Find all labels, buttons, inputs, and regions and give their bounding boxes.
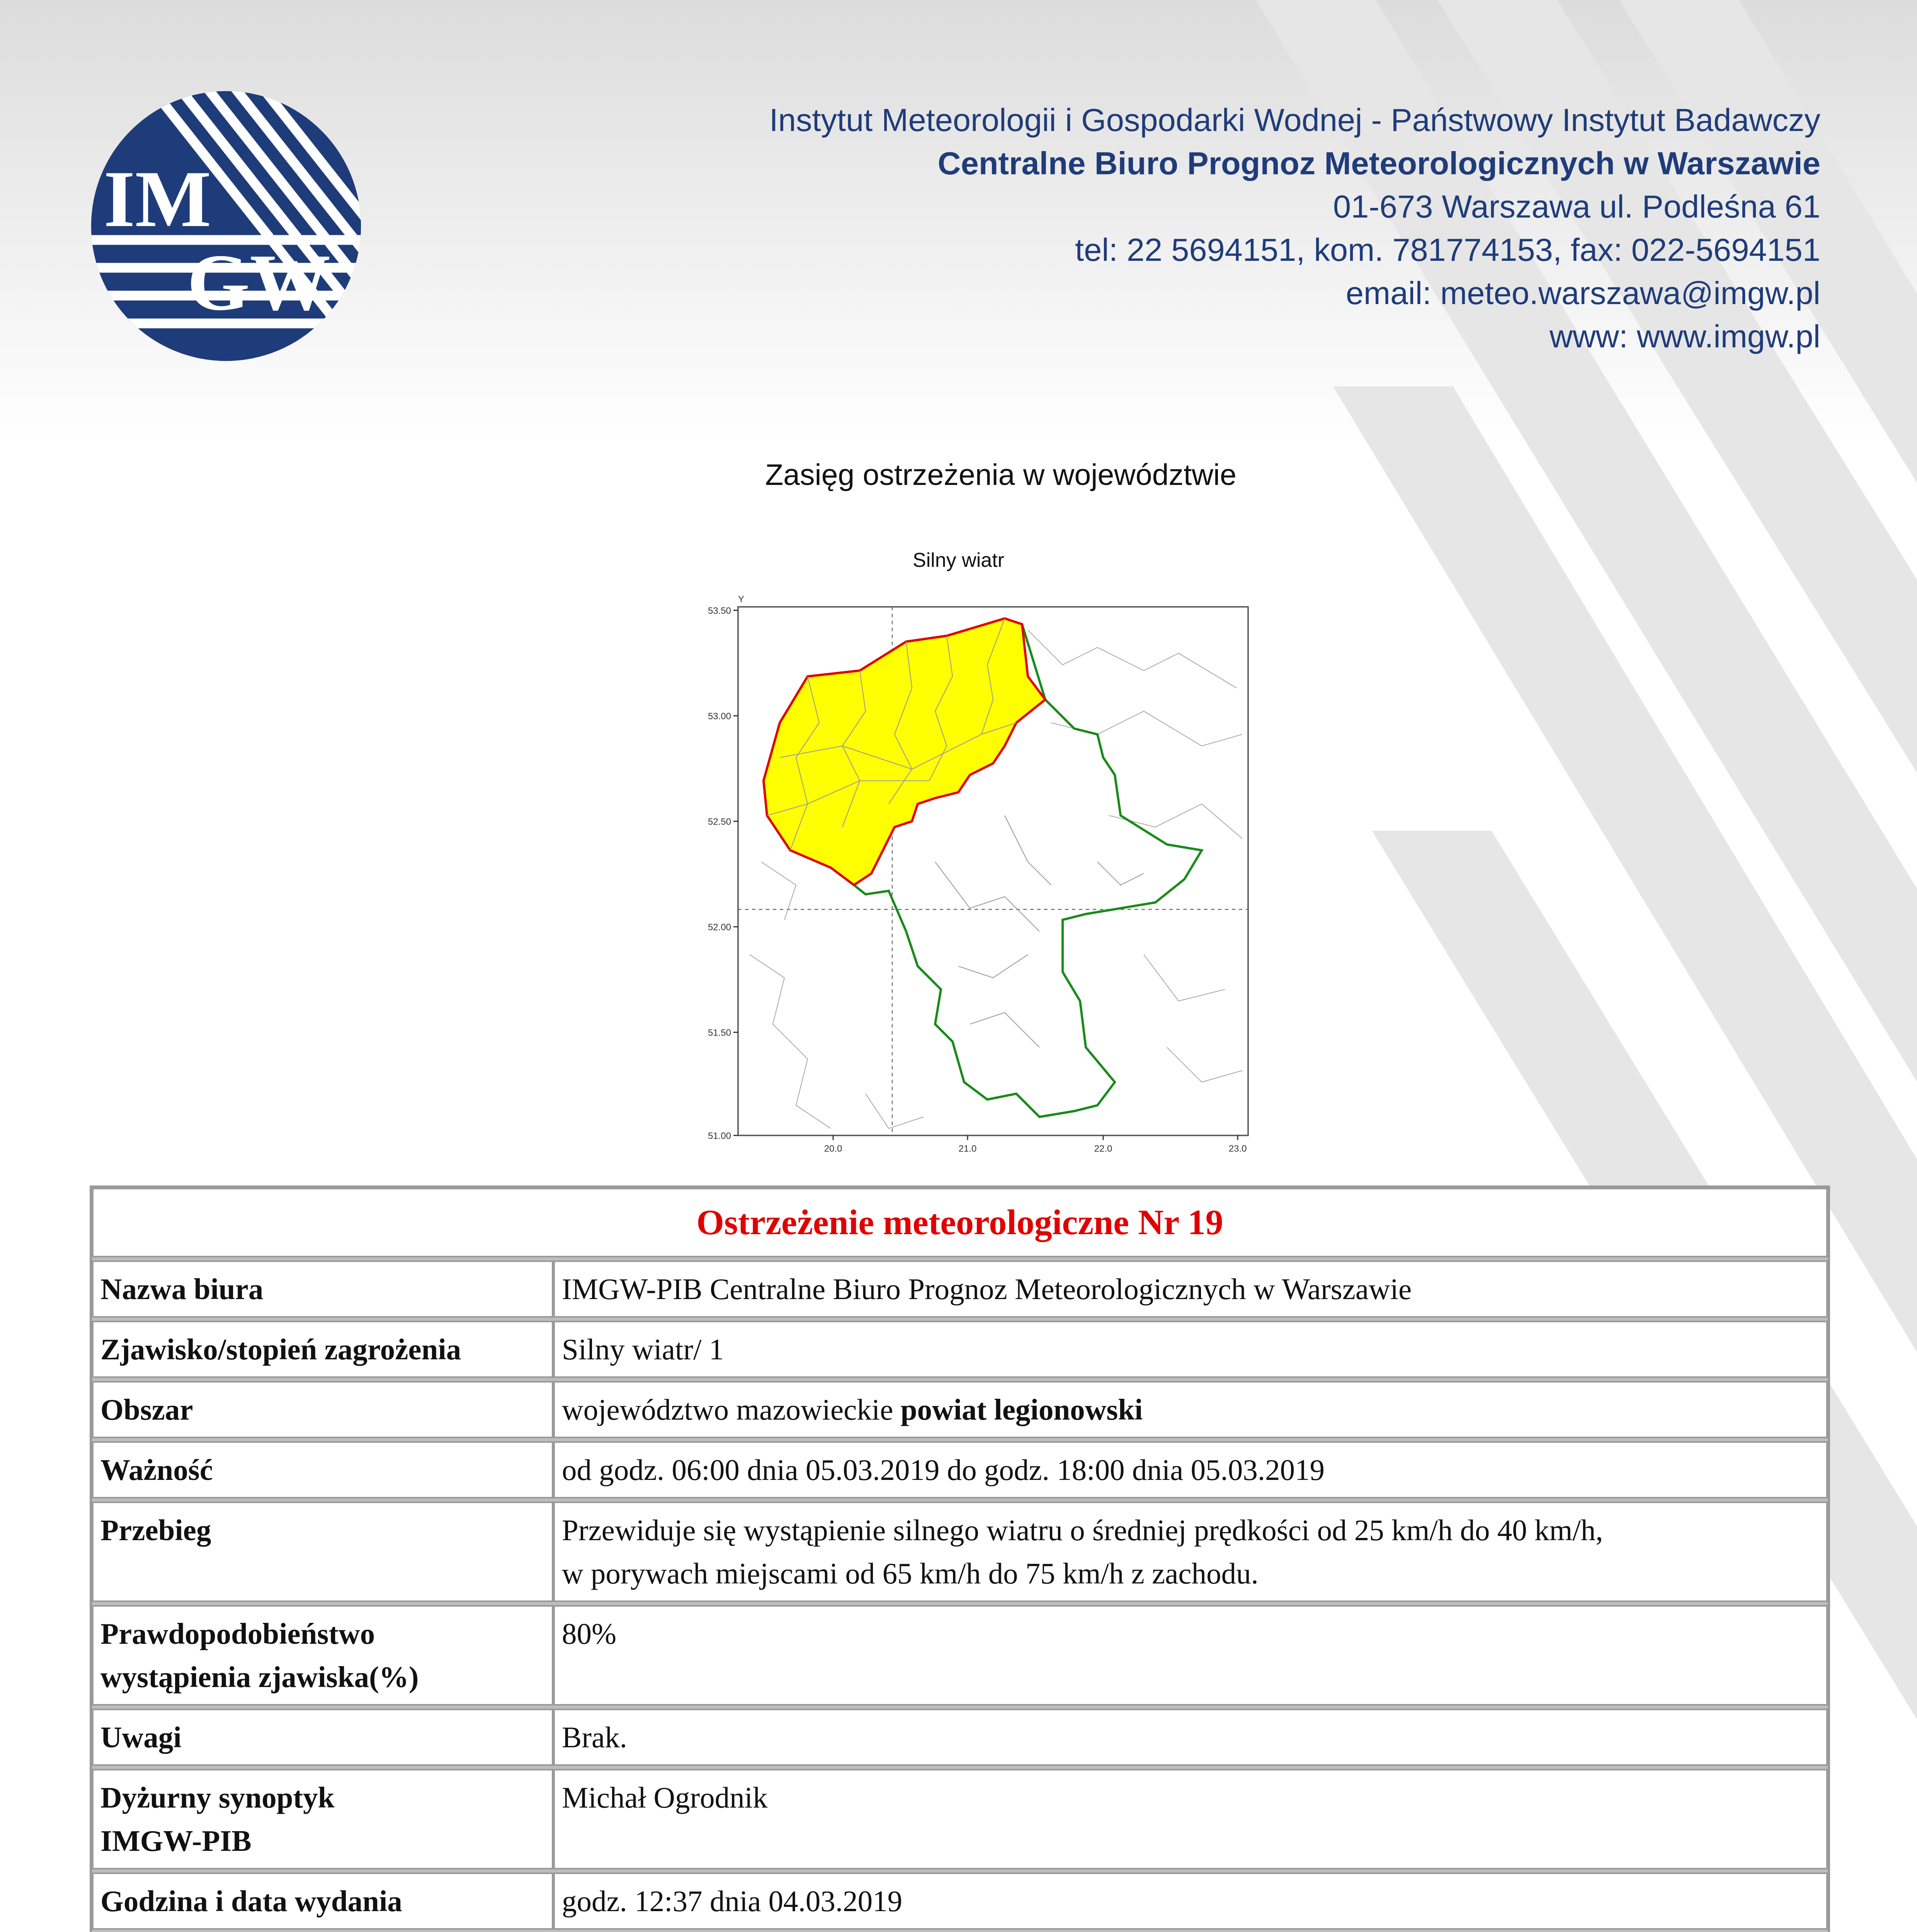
row-forecaster [92, 1769, 1828, 1872]
forecaster-label-line-2: IMGW-PIB [100, 1824, 252, 1857]
row-issued [92, 1872, 1828, 1932]
x-tick-label: 22.0 [1094, 1143, 1112, 1154]
y-tick-label: 53.50 [708, 605, 731, 616]
row-course [92, 1502, 1828, 1605]
bureau-name: Centralne Biuro Prognoz Meteorologicznych w Warszawie [937, 145, 1820, 181]
y-tick-label: 51.50 [708, 1027, 731, 1038]
course-line-1: Przewiduje się wystąpienie silnego wiatru o średniej prędkości od 25 km/h do 40 km/h, [562, 1514, 1603, 1547]
phenomenon-value: Silny wiatr/ 1 [553, 1321, 1828, 1378]
x-tick-label: 23.0 [1228, 1143, 1247, 1154]
row-remarks [92, 1709, 1828, 1769]
probability-label [92, 1605, 553, 1706]
imgw-logo [87, 87, 365, 365]
map-svg [657, 583, 1260, 1179]
validity-label: Ważność [92, 1441, 553, 1498]
area-county: powiat legionowski [900, 1393, 1143, 1426]
remarks-value: Brak. [553, 1709, 1828, 1766]
map-subtitle: Silny wiatr [913, 549, 1004, 571]
y-tick-label: 51.00 [708, 1131, 731, 1141]
area-value [553, 1381, 1828, 1438]
row-area [92, 1381, 1828, 1441]
area-region: województwo mazowieckie [562, 1393, 893, 1426]
row-office [92, 1260, 1828, 1321]
row-validity [92, 1441, 1828, 1502]
x-tick-label: 21.0 [958, 1143, 977, 1154]
row-phenomenon [92, 1321, 1828, 1381]
course-line-2: w porywach miejscami od 65 km/h do 75 km/h z zachodu. [562, 1557, 1259, 1590]
y-tick-label: 52.50 [708, 816, 731, 827]
phenomenon-label: Zjawisko/stopień zagrożenia [92, 1321, 553, 1378]
logo-text-bottom: GW [187, 238, 331, 327]
validity-value: od godz. 06:00 dnia 05.03.2019 do godz. 18:00 dnia 05.03.2019 [553, 1441, 1828, 1498]
logo-text-top: IM [104, 155, 211, 244]
office-value: IMGW-PIB Centralne Biuro Prognoz Meteorologicznych w Warszawie [553, 1260, 1828, 1318]
office-label: Nazwa biura [92, 1260, 553, 1318]
map-title: Zasięg ostrzeżenia w województwie [765, 458, 1237, 492]
probability-label-line-1: Prawdopodobieństwo [100, 1617, 375, 1650]
x-tick-label: 20.0 [824, 1143, 842, 1154]
issued-label: Godzina i data wydania [92, 1872, 553, 1930]
institute-name: Instytut Meteorologii i Gospodarki Wodnej - Państwowy Instytut Badawczy [769, 102, 1820, 138]
email-link[interactable]: email: meteo.warszawa@imgw.pl [1345, 275, 1820, 311]
institute-header [769, 99, 1820, 358]
probability-value: 80% [553, 1605, 1828, 1706]
warning-title: Ostrzeżenie meteorologiczne Nr 19 [92, 1188, 1828, 1257]
phone: tel: 22 5694151, kom. 781774153, fax: 022-5694151 [1075, 232, 1820, 268]
row-probability [92, 1605, 1828, 1709]
www-link[interactable]: www: www.imgw.pl [1549, 318, 1820, 354]
y-tick-label: 52.00 [708, 922, 731, 933]
forecaster-label [92, 1769, 553, 1869]
address: 01-673 Warszawa ul. Podleśna 61 [1333, 189, 1820, 224]
area-label: Obszar [92, 1381, 553, 1438]
issued-value: godz. 12:37 dnia 04.03.2019 [553, 1872, 1828, 1930]
y-tick-label: 53.00 [708, 711, 731, 722]
probability-label-line-2: wystąpienia zjawiska(%) [100, 1660, 419, 1694]
forecaster-label-line-1: Dyżurny synoptyk [100, 1781, 335, 1814]
course-label: Przebieg [92, 1502, 553, 1602]
course-value [553, 1502, 1828, 1602]
forecaster-value: Michał Ogrodnik [553, 1769, 1828, 1869]
warning-table [90, 1185, 1830, 1932]
warning-map [657, 583, 1260, 1179]
map-axis-y-letter: Y [738, 594, 745, 605]
remarks-label: Uwagi [92, 1709, 553, 1766]
